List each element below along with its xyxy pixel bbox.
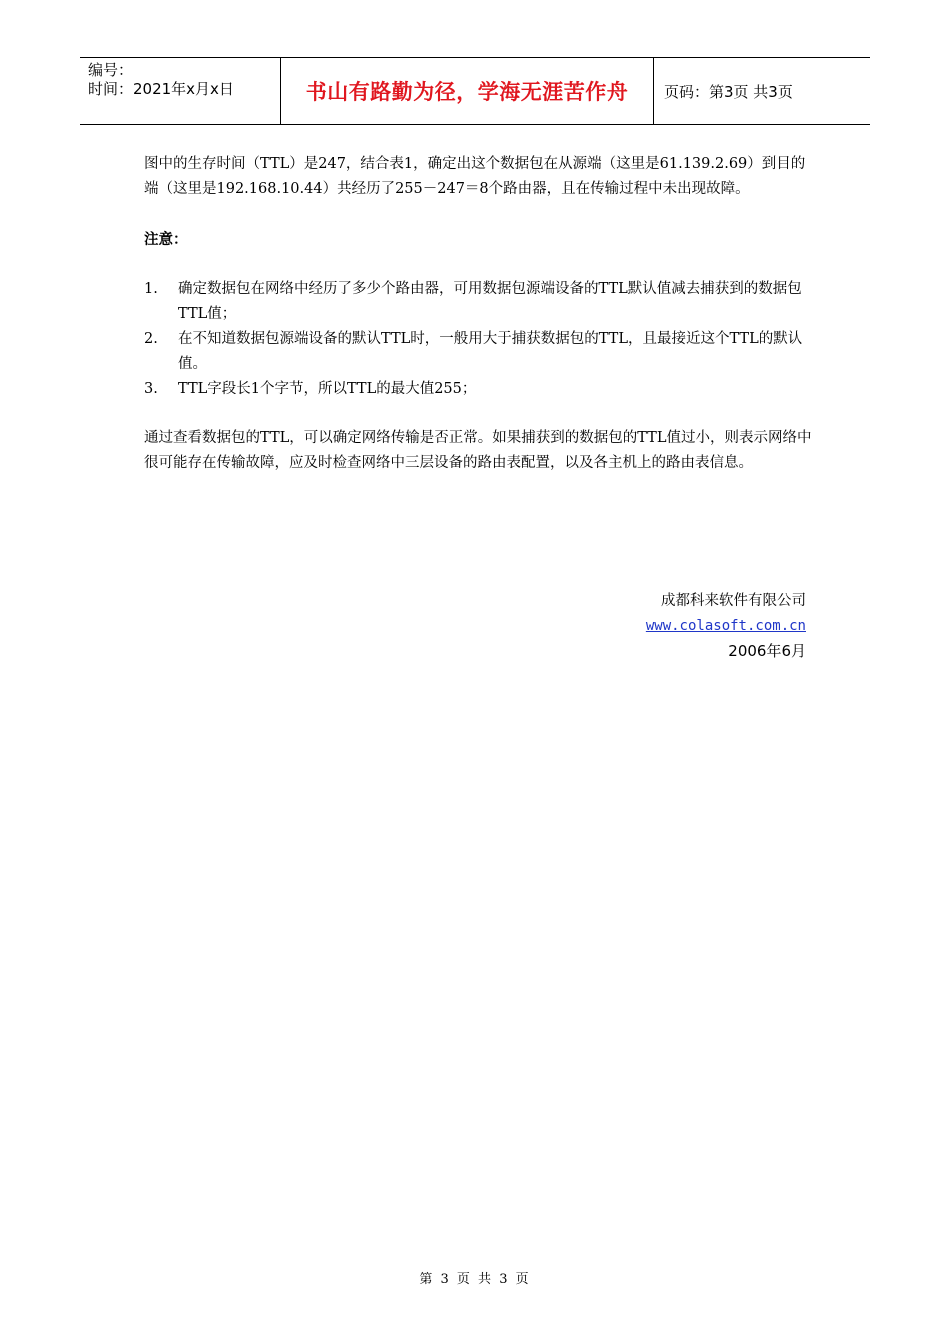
list-item-text: 在不知道数据包源端设备的默认TTL时，一般用大于捕获数据包的TTL，且最接近这个TTL的默认值。 [178, 331, 803, 372]
list-item [144, 327, 812, 377]
header-info-cell [80, 58, 281, 124]
page-footer: 第 3 页 共 3 页 [419, 1272, 531, 1287]
header-motto: 书山有路勤为径，学海无涯苦作舟 [281, 58, 654, 124]
company-name: 成都科来软件有限公司 [661, 593, 806, 609]
list-item [144, 377, 812, 402]
page-header [80, 57, 870, 125]
note-list [144, 277, 812, 402]
signature-date: 2006年6月 [728, 642, 806, 660]
list-item-text: 确定数据包在网络中经历了多少个路由器，可用数据包源端设备的TTL默认值减去捕获到的数据包TTL值； [178, 281, 802, 322]
header-page-label: 页码：第3页 共3页 [664, 82, 793, 101]
list-item-number: 2. [144, 331, 158, 347]
list-item-number: 1. [144, 281, 158, 297]
paragraph-ttl-diagnosis: 通过查看数据包的TTL，可以确定网络传输是否正常。如果捕获到的数据包的TTL值过小，则表示网络中很可能存在传输故障，应及时检查网络中三层设备的路由表配置，以及各主机上的路由表信息。 [144, 430, 812, 471]
note-heading: 注意： [144, 232, 188, 248]
list-item-number: 3. [144, 381, 158, 397]
list-item-text: TTL字段长1个字节，所以TTL的最大值255； [178, 381, 477, 397]
document-body [144, 152, 812, 476]
paragraph-ttl-explanation: 图中的生存时间（TTL）是247，结合表1，确定出这个数据包在从源端（这里是61.139.2.69）到目的端（这里是192.168.10.44）共经历了255－247＝8个路由器，且在传输过程中未出现故障。 [144, 156, 806, 197]
document-time-label: 时间：2021年x月x日 [88, 80, 234, 98]
document-number-label: 编号： [88, 61, 134, 79]
list-item [144, 277, 812, 327]
signature-block [646, 589, 806, 664]
company-website-link[interactable]: www.colasoft.com.cn [645, 618, 806, 634]
